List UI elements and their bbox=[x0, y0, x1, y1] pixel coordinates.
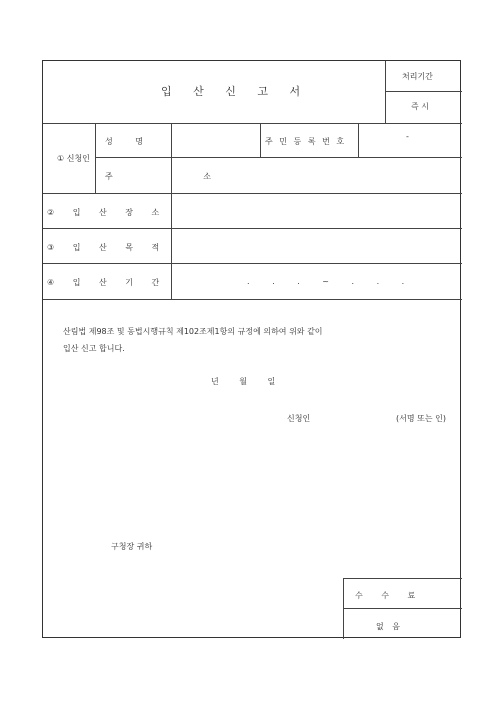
mountain-entry-period-label: ④ 입 산 기 간 bbox=[47, 278, 160, 287]
recipient: 구청장 귀하 bbox=[111, 542, 153, 551]
statement-line-1: 산림법 제98조 및 동법시행규칙 제102조제1항의 규정에 의하여 위와 같이 bbox=[63, 327, 323, 336]
mountain-entry-period-value[interactable]: . . . ~ . . . bbox=[247, 277, 405, 286]
signer-label: 신청인 bbox=[287, 414, 311, 423]
processing-period-label: 처리기간 bbox=[402, 72, 433, 81]
resident-number-label: 주 민 등 록 번 호 bbox=[265, 137, 347, 146]
mountain-entry-place-field[interactable] bbox=[173, 195, 460, 227]
address-label: 주 소 bbox=[105, 172, 255, 181]
name-label: 성 명 bbox=[105, 137, 153, 146]
resident-number-separator: - bbox=[406, 132, 409, 141]
processing-period-value: 즉 시 bbox=[411, 102, 429, 111]
mountain-entry-place-label: ② 입 산 장 소 bbox=[47, 208, 160, 217]
resident-number-field[interactable] bbox=[360, 124, 460, 156]
fee-value: 없 음 bbox=[376, 622, 400, 631]
applicant-section-label: ① 신청인 bbox=[57, 154, 90, 163]
date-line: 년 월 일 bbox=[211, 377, 276, 386]
report-form bbox=[42, 60, 461, 638]
statement-line-2: 입산 신고 합니다. bbox=[63, 344, 125, 353]
mountain-entry-purpose-label: ③ 입 산 목 적 bbox=[47, 243, 160, 252]
form-title: 입 산 신 고 서 bbox=[161, 85, 310, 98]
name-field[interactable] bbox=[173, 124, 259, 156]
mountain-entry-purpose-field[interactable] bbox=[173, 230, 460, 262]
address-field[interactable] bbox=[173, 158, 460, 192]
signature-hint: (서명 또는 인) bbox=[396, 414, 446, 423]
fee-label: 수 수 료 bbox=[355, 591, 416, 600]
